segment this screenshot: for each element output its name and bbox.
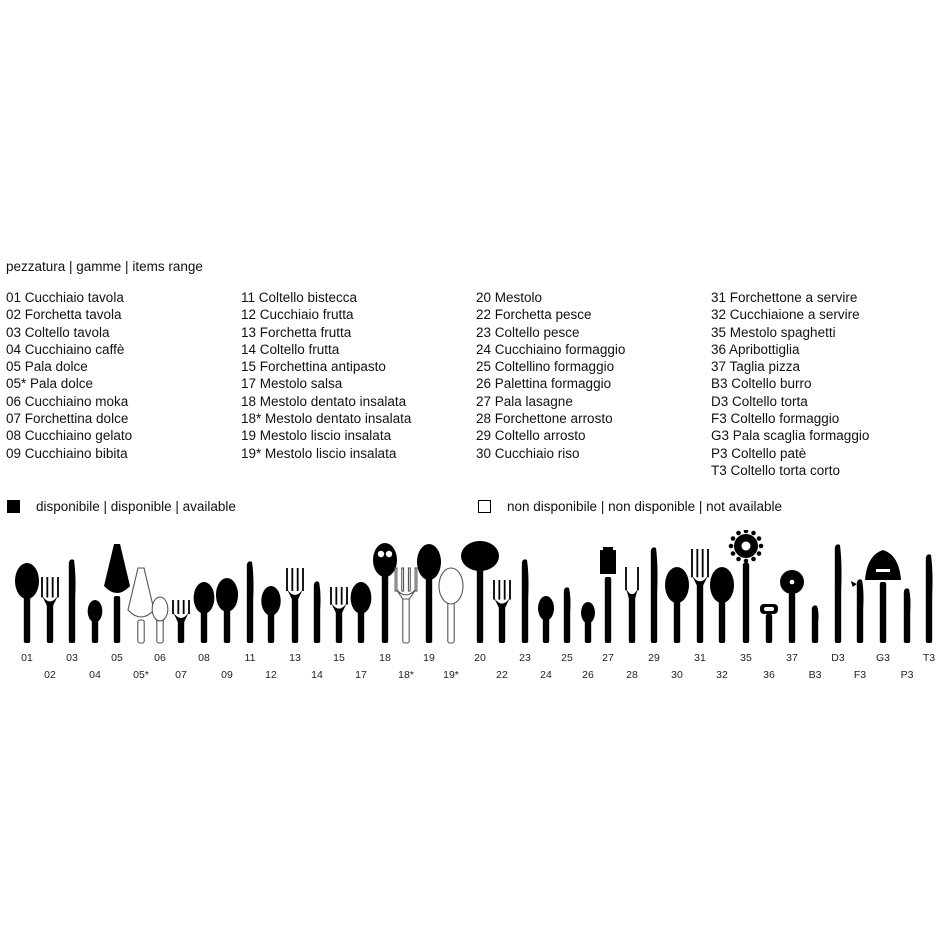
cutlery-item-09	[216, 578, 238, 643]
items-column-4	[711, 289, 869, 479]
item-code-label: 28	[626, 669, 638, 681]
cutlery-item-22	[493, 580, 511, 643]
item-code-label: P3	[900, 669, 914, 681]
empty-square-icon	[478, 500, 491, 513]
item-code-label: 30	[671, 669, 683, 681]
list-item: 27 Pala lasagne	[476, 393, 573, 409]
cutlery-item-24	[538, 596, 554, 643]
cutlery-item-29	[651, 547, 658, 643]
cutlery-item-15	[330, 587, 348, 643]
list-item: 23 Coltello pesce	[476, 324, 580, 340]
item-code-label: 12	[265, 669, 277, 681]
cutlery-item-07	[172, 600, 190, 643]
list-item: 14 Coltello frutta	[241, 341, 340, 357]
item-code-label: 07	[175, 669, 187, 681]
list-item: 07 Forchettina dolce	[6, 411, 129, 427]
cutlery-item-06	[152, 597, 168, 643]
cutlery-item-14	[314, 581, 321, 643]
item-code-label: 35	[740, 652, 752, 664]
legend-available-label: disponibile | disponible | available	[36, 499, 236, 514]
list-item: 37 Taglia pizza	[711, 359, 801, 375]
list-item: 05 Pala dolce	[6, 359, 88, 375]
item-code-label: 14	[311, 669, 323, 681]
cutlery-item-25	[564, 587, 571, 643]
item-code-label: 37	[786, 652, 798, 664]
item-code-label: 36	[763, 669, 775, 681]
item-code-label: 04	[89, 669, 101, 681]
list-item: 01 Cucchiaio tavola	[6, 290, 124, 305]
cutlery-item-17	[351, 582, 372, 643]
list-item: 13 Forchetta frutta	[241, 324, 352, 340]
list-item: F3 Coltello formaggio	[711, 411, 840, 427]
cutlery-item-T3	[926, 554, 933, 643]
list-item: 18* Mestolo dentato insalata	[241, 411, 412, 427]
item-code-label: 09	[221, 669, 233, 681]
item-code-label: 13	[289, 652, 301, 664]
cutlery-item-B3	[812, 605, 819, 643]
item-code-label: 01	[21, 652, 33, 664]
cutlery-item-12	[261, 586, 280, 643]
cutlery-item-03	[69, 559, 76, 643]
item-code-label: 29	[648, 652, 660, 664]
list-item: 04 Cucchiaino caffè	[6, 341, 125, 357]
list-item: 19* Mestolo liscio insalata	[241, 445, 397, 461]
filled-square-icon	[7, 500, 20, 513]
list-item: 26 Palettina formaggio	[476, 376, 612, 392]
cutlery-item-26	[581, 602, 595, 643]
legend-unavailable	[478, 499, 782, 514]
cutlery-item-11	[247, 561, 254, 643]
item-code-label: 19*	[443, 669, 459, 681]
item-code-label: T3	[922, 652, 936, 664]
list-item: 29 Coltello arrosto	[476, 428, 586, 444]
cutlery-item-F3	[851, 579, 864, 643]
item-code-label: 18*	[398, 669, 414, 681]
list-item: 35 Mestolo spaghetti	[711, 324, 836, 340]
items-column-3	[476, 289, 625, 462]
items-column-2	[241, 289, 411, 462]
item-code-label: 08	[198, 652, 210, 664]
cutlery-item-13	[286, 568, 304, 643]
cutlery-item-30	[665, 567, 689, 643]
cutlery-item-28	[625, 567, 639, 643]
item-code-label: 03	[66, 652, 78, 664]
cutlery-item-19	[417, 544, 441, 643]
list-item: D3 Coltello torta	[711, 393, 808, 409]
item-code-label: 02	[44, 669, 56, 681]
item-code-label: 11	[244, 652, 256, 664]
item-code-label: 23	[519, 652, 531, 664]
cutlery-item-08	[194, 582, 215, 643]
list-item: 24 Cucchiaino formaggio	[476, 341, 626, 357]
item-code-label: 27	[602, 652, 614, 664]
list-item: 12 Cucchiaio frutta	[241, 307, 354, 323]
list-item: 19 Mestolo liscio insalata	[241, 428, 392, 444]
cutlery-item-18-star	[395, 568, 417, 643]
list-item: 32 Cucchiaione a servire	[711, 307, 860, 323]
cutlery-item-36	[760, 604, 778, 643]
list-item: P3 Coltello patè	[711, 445, 807, 461]
list-item: 31 Forchettone a servire	[711, 290, 858, 305]
cutlery-item-19-star	[439, 568, 463, 643]
cutlery-item-D3	[835, 544, 842, 643]
list-item: G3 Pala scaglia formaggio	[711, 428, 870, 444]
cutlery-item-05	[104, 544, 130, 643]
list-item: 30 Cucchiaio riso	[476, 445, 580, 461]
cutlery-item-G3	[865, 550, 901, 643]
item-code-label: 19	[423, 652, 435, 664]
item-code-label: F3	[853, 669, 867, 681]
list-item: T3 Coltello torta corto	[711, 462, 841, 478]
cutlery-item-04	[88, 600, 103, 643]
item-code-label: 05	[111, 652, 123, 664]
cutlery-item-02	[41, 577, 59, 643]
list-item: 06 Cucchiaino moka	[6, 393, 129, 409]
item-code-label: 22	[496, 669, 508, 681]
cutlery-item-31	[691, 549, 709, 643]
cutlery-item-05-star	[128, 568, 154, 643]
list-item: 11 Coltello bistecca	[241, 290, 358, 305]
item-code-label: 24	[540, 669, 552, 681]
list-item: 28 Forchettone arrosto	[476, 411, 613, 427]
list-item: 20 Mestolo	[476, 290, 543, 305]
items-column-1	[6, 289, 132, 462]
item-code-label: 06	[154, 652, 166, 664]
list-item: 02 Forchetta tavola	[6, 307, 122, 323]
list-item: 08 Cucchiaino gelato	[6, 428, 133, 444]
item-code-label: 05*	[133, 669, 149, 681]
list-item: 17 Mestolo salsa	[241, 376, 343, 392]
list-item: 22 Forchetta pesce	[476, 307, 592, 323]
item-code-label: 15	[333, 652, 345, 664]
item-code-label: 20	[474, 652, 486, 664]
list-item: 18 Mestolo dentato insalata	[241, 393, 407, 409]
legend-unavailable-label: non disponibile | non disponible | not available	[507, 499, 782, 514]
item-code-label: 18	[379, 652, 391, 664]
list-item: 15 Forchettina antipasto	[241, 359, 386, 375]
legend-available	[7, 499, 236, 514]
list-item: B3 Coltello burro	[711, 376, 812, 392]
list-item: 09 Cucchiaino bibita	[6, 445, 128, 461]
item-code-label: 26	[582, 669, 594, 681]
page-title: pezzatura | gamme | items range	[6, 259, 203, 274]
item-code-label: 31	[694, 652, 706, 664]
cutlery-item-27	[600, 547, 616, 643]
list-item: 03 Coltello tavola	[6, 324, 110, 340]
item-code-label: 32	[716, 669, 728, 681]
list-item: 05* Pala dolce	[6, 376, 94, 392]
cutlery-item-37	[780, 570, 804, 643]
item-code-label: B3	[808, 669, 822, 681]
item-code-label: D3	[831, 652, 845, 664]
item-code-label: G3	[875, 652, 891, 664]
cutlery-item-P3	[904, 588, 911, 643]
cutlery-item-32	[710, 567, 734, 643]
cutlery-item-01	[15, 563, 39, 643]
list-item: 36 Apribottiglia	[711, 341, 800, 357]
item-code-label: 17	[355, 669, 367, 681]
list-item: 25 Coltellino formaggio	[476, 359, 615, 375]
cutlery-item-18	[373, 543, 397, 643]
cutlery-item-23	[522, 559, 529, 643]
item-code-label: 25	[561, 652, 573, 664]
